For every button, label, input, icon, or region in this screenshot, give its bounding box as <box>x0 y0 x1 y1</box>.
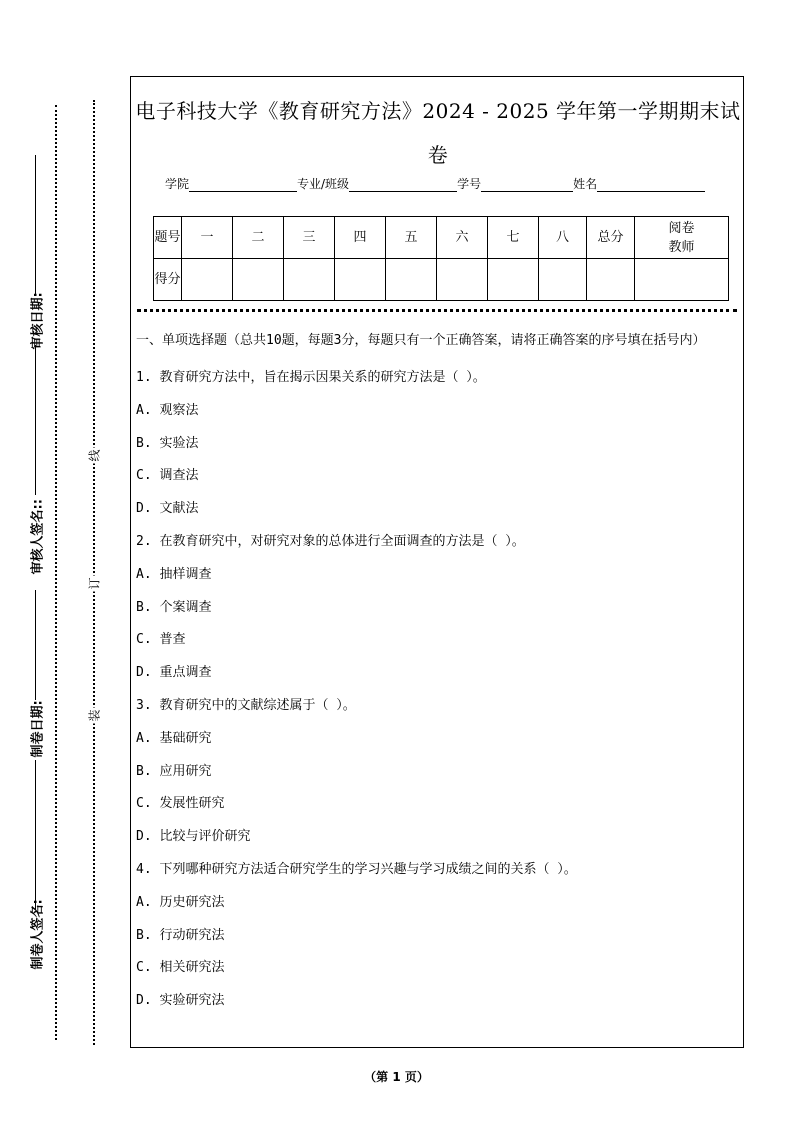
question-stem: 4. 下列哪种研究方法适合研究学生的学习兴趣与学习成绩之间的关系（ ）。 <box>136 861 577 877</box>
score-cell[interactable] <box>233 259 284 301</box>
column-header: 三 <box>284 217 335 259</box>
paper-maker-signature-label: 制卷人签名: <box>30 899 46 970</box>
field-label-id: 学号 <box>457 177 482 191</box>
column-header: 四 <box>335 217 386 259</box>
option-c: C. 发展性研究 <box>136 796 225 812</box>
column-header: 五 <box>386 217 437 259</box>
question-4 <box>136 854 736 1018</box>
binding-dotted-line <box>93 100 95 1045</box>
column-header: 八 <box>539 217 587 259</box>
column-header: 二 <box>233 217 284 259</box>
column-header: 总分 <box>587 217 635 259</box>
question-stem: 3. 教育研究中的文献综述属于（ ）。 <box>136 697 356 713</box>
score-cell[interactable] <box>488 259 539 301</box>
option-a: A. 抽样调查 <box>136 566 212 582</box>
column-header: 阅卷教师 <box>635 217 729 259</box>
option-d: D. 文献法 <box>136 501 199 517</box>
field-label-major: 专业/班级 <box>297 177 350 191</box>
option-d: D. 实验研究法 <box>136 993 225 1009</box>
option-d: D. 比较与评价研究 <box>136 829 251 845</box>
header-label-cell: 题号 <box>154 217 182 259</box>
option-b: B. 个案调查 <box>136 599 212 615</box>
score-cell[interactable] <box>587 259 635 301</box>
column-header: 六 <box>437 217 488 259</box>
option-b: B. 应用研究 <box>136 763 212 779</box>
student-id-blank[interactable] <box>481 178 573 192</box>
reviewer-signature-label: 审核人签名:: <box>30 499 46 575</box>
column-header: 一 <box>182 217 233 259</box>
score-label-cell: 得分 <box>154 259 182 301</box>
review-date-label: 审核日期: <box>30 292 46 350</box>
score-cell[interactable] <box>386 259 437 301</box>
option-c: C. 调查法 <box>136 468 199 484</box>
option-a: A. 基础研究 <box>136 730 212 746</box>
sidebar-rule <box>35 155 36 295</box>
option-d: D. 重点调查 <box>136 665 212 681</box>
question-2 <box>136 526 736 690</box>
score-table-header-row <box>154 217 729 259</box>
score-cell[interactable] <box>539 259 587 301</box>
question-1 <box>136 362 736 526</box>
question-stem: 2. 在教育研究中，对研究对象的总体进行全面调查的方法是（ ）。 <box>136 533 525 549</box>
score-cell[interactable] <box>182 259 233 301</box>
option-c: C. 普查 <box>136 632 186 648</box>
exam-frame <box>130 76 744 1048</box>
option-b: B. 实验法 <box>136 435 199 451</box>
sidebar-rule <box>35 760 36 910</box>
option-c: C. 相关研究法 <box>136 960 225 976</box>
binding-char-line: 线 <box>87 449 102 462</box>
section-heading: 一、单项选择题（总共10题，每题3分，每题只有一个正确答案，请将正确答案的序号填在括号内） <box>136 333 706 348</box>
field-label-name: 姓名 <box>573 177 598 191</box>
score-cell[interactable] <box>635 259 729 301</box>
binding-char-order: 订 <box>87 577 102 590</box>
name-blank[interactable] <box>597 178 705 192</box>
option-a: A. 观察法 <box>136 402 199 418</box>
score-cell[interactable] <box>335 259 386 301</box>
separator-dotted-line <box>137 309 737 312</box>
score-cell[interactable] <box>437 259 488 301</box>
major-blank[interactable] <box>349 178 457 192</box>
question-section <box>136 329 736 1018</box>
student-info-row <box>165 175 705 192</box>
college-blank[interactable] <box>189 178 297 192</box>
score-table <box>153 216 729 301</box>
sidebar-rule <box>35 590 36 700</box>
question-stem: 1. 教育研究方法中，旨在揭示因果关系的研究方法是（ ）。 <box>136 370 486 385</box>
field-label-college: 学院 <box>165 177 190 191</box>
binding-char-bind: 装 <box>87 709 102 722</box>
page-number: （第 1 页） <box>364 1070 429 1084</box>
exam-title: 电子科技大学《教育研究方法》2024 - 2025 学年第一学期期末试卷 <box>135 99 741 167</box>
sidebar-dotted-line <box>55 105 57 1040</box>
score-table-score-row <box>154 259 729 301</box>
option-a: A. 历史研究法 <box>136 894 225 910</box>
paper-date-label: 制卷日期: <box>30 700 46 758</box>
option-b: B. 行动研究法 <box>136 927 225 943</box>
column-header: 七 <box>488 217 539 259</box>
score-cell[interactable] <box>284 259 335 301</box>
sidebar-rule <box>35 345 36 495</box>
question-3 <box>136 690 736 854</box>
